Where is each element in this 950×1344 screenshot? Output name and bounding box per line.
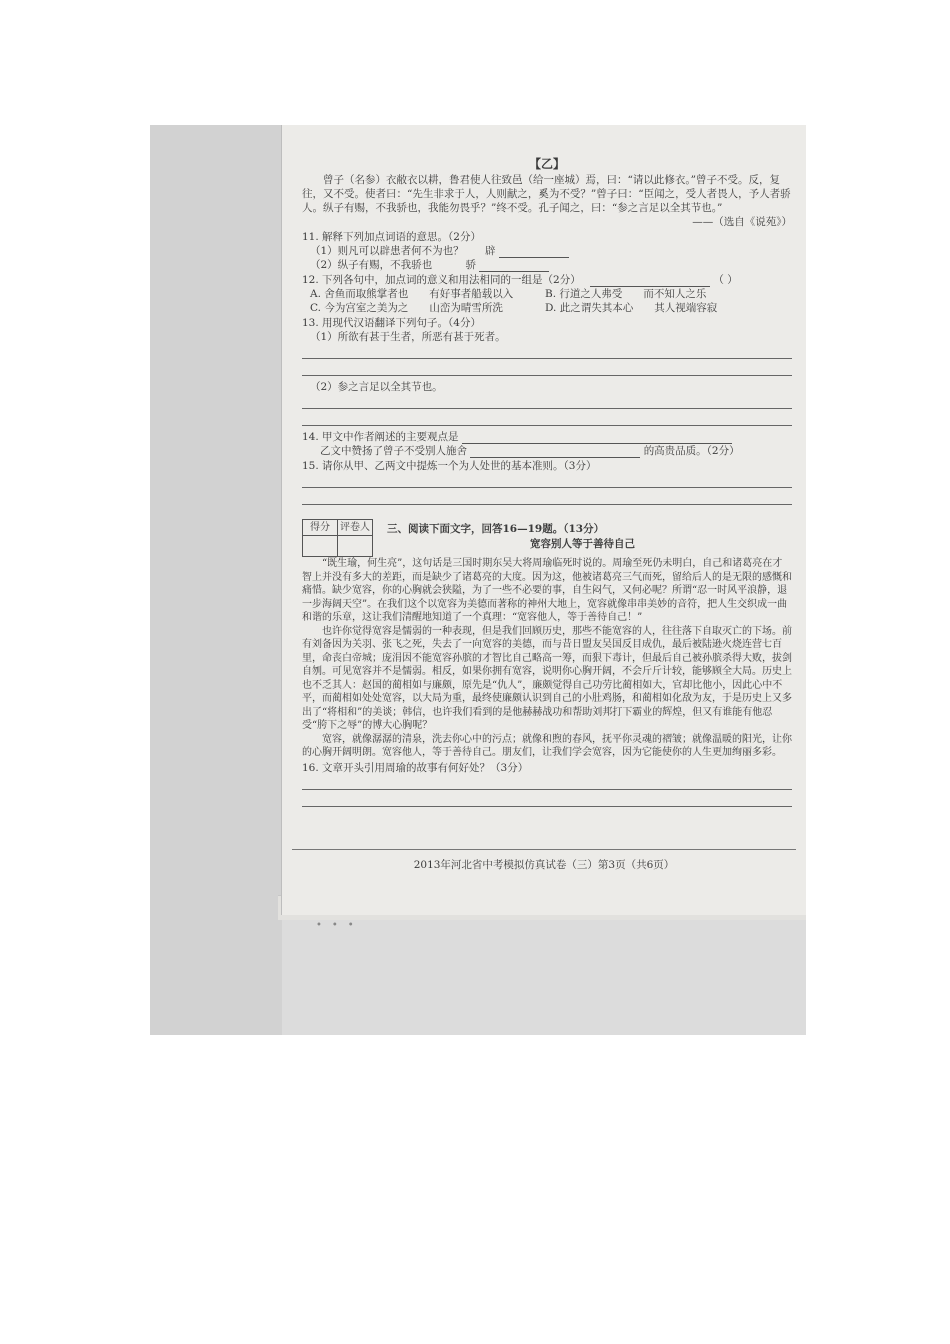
paper-content bbox=[302, 157, 792, 811]
page-footer: 2013年河北省中考模拟仿真试卷（三）第3页（共6页） bbox=[413, 859, 675, 871]
section-3-title: 三、阅读下面文字，回答16—19题。（13分） bbox=[387, 523, 605, 535]
question-12-option-a: A. 舍鱼而取熊掌者也 有好事者船载以入 bbox=[310, 288, 514, 300]
article-paragraph-3: 宽容，就像潺潺的清泉，洗去你心中的污点；就像和煦的春风，抚平你灵魂的褶皱；就像温暖的阳光，让你的心胸开阔明朗。宽容他人，等于善待自己。朋友们，让我们学会宽容，因为它能使你的人生更加绚丽多彩。 bbox=[302, 733, 792, 758]
question-11-item-1-word: 辟 bbox=[485, 245, 496, 257]
question-12-option-b: B. 行道之人弗受 而不知人之乐 bbox=[545, 288, 707, 300]
article-paragraph-2: 也许你觉得宽容是懦弱的一种表现，但是我们回顾历史，那些不能宽容的人，往往落下自取灭亡的下场。前有刘备因为关羽、张飞之死，失去了一向宽容的美德，而与昔日盟友吴国反目成仇，最后被陆逊火烧连营七百里，命丧白帝城；庞涓因不能宽容孙膑的才智比自己略高一筹，而狠下毒计，但最后自己被孙膑杀得大败，拔剑自刎。可见宽容并不是懦弱。相反，如果你拥有宽容，说明你心胸开阔，不会斤斤计较，能够顾全大局。历史上也不乏其人：赵国的蔺相如与廉颇，原先是“仇人”，廉颇觉得自己功劳比蔺相如大，官却比他小，因此心中不平，而蔺相如处处宽容，以大局为重，最终使廉颇认识到自己的小肚鸡肠，和蔺相如化敌为友，于是历史上又多出了“将相和”的美谈；韩信，也许我们看到的是他赫赫战功和帮助刘邦打下霸业的辉煌，但又有谁能有他忍受“胯下之辱”的博大心胸呢？ bbox=[302, 625, 792, 731]
question-13-answer-line-2[interactable] bbox=[302, 363, 792, 376]
question-11-item-2 bbox=[302, 258, 792, 272]
question-11-item-2-text: （2）纵子有赐，不我骄也 bbox=[310, 259, 433, 271]
question-11-answer-1[interactable] bbox=[499, 246, 569, 258]
question-12-row bbox=[302, 273, 792, 287]
scanned-page-background bbox=[150, 125, 806, 1035]
score-box-label-score: 得分 bbox=[303, 520, 338, 536]
question-16-stem: 16. 文章开头引用周瑜的故事有何好处？（3分） bbox=[302, 761, 529, 774]
question-11-item-2-word: 骄 bbox=[465, 259, 477, 271]
article-paragraph-1: “既生瑜，何生亮”，这句话是三国时期东吴大将周瑜临死时说的。周瑜至死仍未明白，自己和诸葛亮在才智上并没有多大的差距，而是缺少了诸葛亮的大度。因为这，他被诸葛亮三气而死，留给后人的是无限的感慨和痛惜。缺少宽容，你的心胸就会狭隘，为了一些不必要的事，自生闷气，又何必呢？所谓“忍一时风平浪静，退一步海阔天空”。在我们这个以宽容为美德而著称的神州大地上，宽容就像串串美妙的音符，把人生交织成一曲和谐的乐章，这让我们清醒地知道了一个真理：“宽容他人，等于善待自己！” bbox=[302, 558, 792, 623]
passage-b-heading: 【乙】 bbox=[528, 157, 565, 171]
question-14-text-1: 14. 甲文中作者阐述的主要观点是 bbox=[302, 431, 459, 443]
score-box-grader-cell[interactable] bbox=[338, 536, 373, 557]
question-14-text-2b: 的高贵品质。（2分） bbox=[643, 445, 740, 457]
question-12-leader bbox=[590, 275, 710, 287]
question-15-answer-line-2[interactable] bbox=[302, 492, 792, 505]
passage-b-text: 曾子（名参）衣敝衣以耕，鲁君使人往致邑（给一座城）焉，曰：“请以此修衣。”曾子不受。反，复往，又不受。使者曰：“先生非求于人，人则献之，奚为不受？”曾子曰：“臣闻之，受人者畏人，予人者骄人。纵子有赐，不我骄也，我能勿畏乎？”终不受。孔子闻之，曰：“参之言足以全其节也。” bbox=[302, 174, 791, 214]
article-title: 宽容别人等于善待自己 bbox=[530, 538, 635, 550]
question-11-item-1-text: （1）则凡可以辟患者何不为也？ bbox=[310, 245, 464, 257]
score-box-label-grader: 评卷人 bbox=[338, 520, 373, 536]
article-body bbox=[302, 557, 792, 760]
score-box bbox=[302, 519, 373, 557]
question-13-item-1: （1）所欲有甚于生者，所恶有甚于死者。 bbox=[310, 331, 506, 343]
scan-shadow bbox=[150, 125, 282, 1035]
question-12-option-c: C. 今为宫室之美为之 山峦为晴雪所洗 bbox=[310, 302, 503, 314]
section-3-header bbox=[302, 519, 792, 557]
question-14-answer-2[interactable] bbox=[470, 446, 640, 458]
question-14-answer-1[interactable] bbox=[462, 432, 732, 444]
question-11-stem: 11. 解释下列加点词语的意思。（2分） bbox=[302, 231, 481, 243]
question-14-text-2a: 乙文中赞扬了曾子不受别人施舍 bbox=[320, 445, 467, 457]
question-12-options-row-2 bbox=[302, 301, 792, 315]
question-13-item-2: （2）参之言足以全其节也。 bbox=[310, 381, 443, 393]
question-13-stem: 13. 用现代汉语翻译下列句子。（4分） bbox=[302, 317, 481, 329]
question-13-answer-line-1[interactable] bbox=[302, 346, 792, 359]
question-15-answer-line-1[interactable] bbox=[302, 475, 792, 488]
question-15-stem: 15. 请你从甲、乙两文中提炼一个为人处世的基本准则。（3分） bbox=[302, 460, 597, 472]
question-14-line-2 bbox=[302, 444, 792, 458]
question-12-paren[interactable]: （ ） bbox=[713, 274, 738, 286]
question-13-answer-line-3[interactable] bbox=[302, 396, 792, 409]
question-12-options-row-1 bbox=[302, 287, 792, 301]
question-11-item-1 bbox=[302, 244, 792, 258]
footer-rule bbox=[292, 849, 796, 850]
question-13-answer-line-4[interactable] bbox=[302, 413, 792, 426]
question-14-line-1 bbox=[302, 430, 792, 444]
exam-paper bbox=[282, 125, 806, 915]
passage-b-source: ——（选自《说苑》） bbox=[692, 216, 792, 228]
question-16-answer-line-1[interactable] bbox=[302, 777, 792, 790]
question-16-answer-line-2[interactable] bbox=[302, 794, 792, 807]
scan-specks: ••• bbox=[316, 920, 364, 931]
question-11-answer-2[interactable] bbox=[479, 260, 549, 272]
question-12-option-d: D. 此之谓失其本心 其人视端容寂 bbox=[545, 302, 718, 314]
question-12-stem: 12. 下列各句中，加点词的意义和用法相同的一组是（2分） bbox=[302, 274, 581, 286]
score-box-score-cell[interactable] bbox=[303, 536, 338, 557]
section-3-titles bbox=[373, 519, 792, 553]
